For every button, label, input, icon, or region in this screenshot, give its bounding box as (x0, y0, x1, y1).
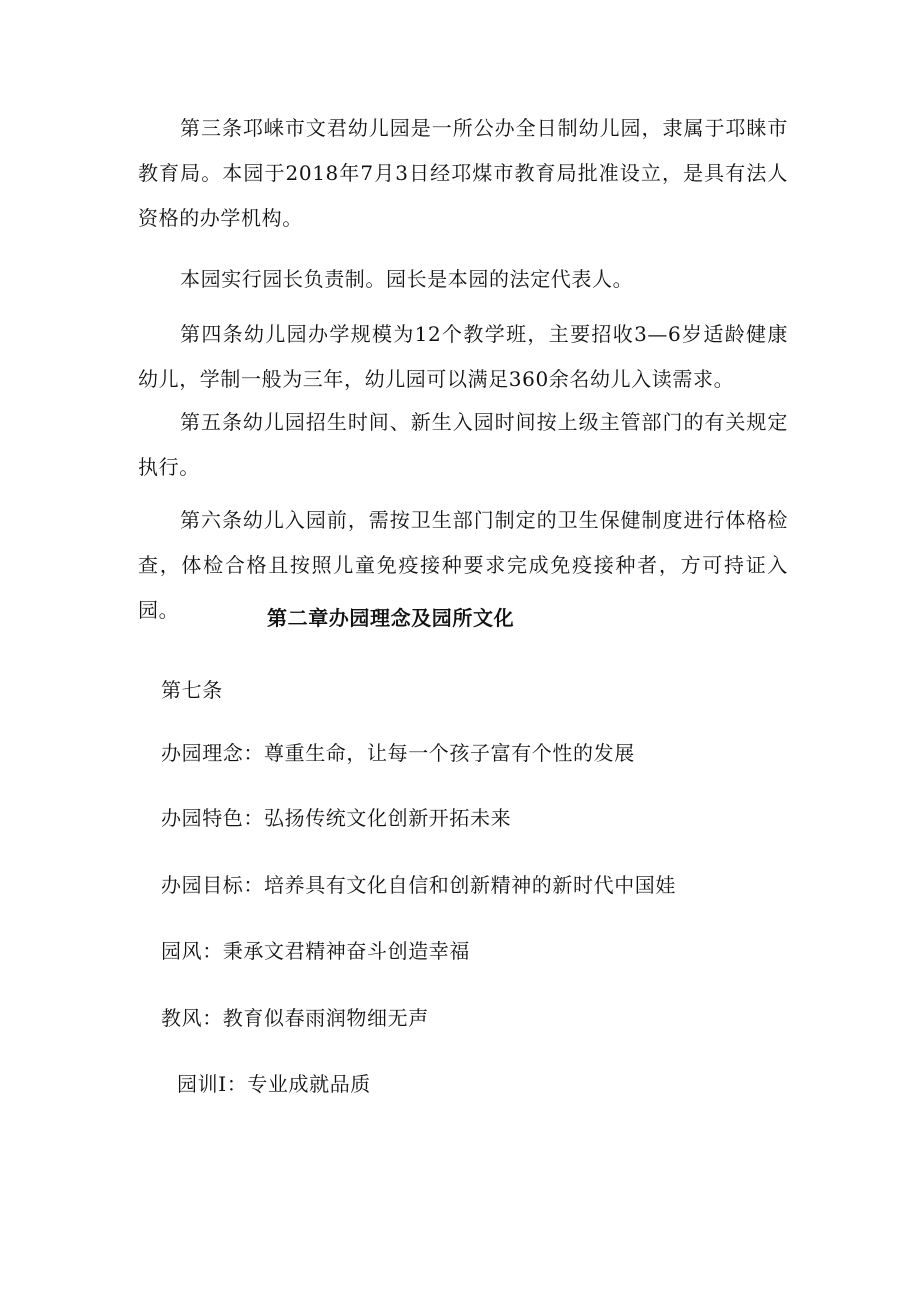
principal-responsibility-paragraph: 本园实行园长负责制。园长是本园的法定代表人。 (180, 267, 634, 291)
article-6-paragraph: 第六条幼儿入园前，需按卫生部门制定的卫生保健制度进行体格检查，体检合格且按照儿童免疫接种要求完成免疫接种者，方可持证入园。 (138, 508, 788, 622)
article-5-paragraph: 第五条幼儿园招生时间、新生入园时间按上级主管部门的有关规定执行。 (138, 410, 788, 479)
feature-item: 办园特色：弘扬传统文化创新开拓未来 (161, 806, 512, 830)
philosophy-item: 办园理念：尊重生命，让每一个孩子富有个性的发展 (161, 741, 635, 765)
article-4-paragraph: 第四条幼儿园办学规模为12个教学班，主要招收3—6岁适龄健康幼儿，学制一般为三年，幼儿园可以满足360余名幼儿入读需求。 (138, 322, 788, 391)
goal-item: 办园目标：培养具有文化自信和创新精神的新时代中国娃 (161, 873, 676, 897)
teaching-ethos-item: 教风：教育似春雨润物细无声 (161, 1006, 429, 1030)
chapter-2-heading: 第二章办园理念及园所文化 (267, 606, 515, 630)
school-ethos-item: 园风：秉承文君精神奋斗创造幸福 (161, 939, 470, 963)
article-3-paragraph: 第三条邛崃市文君幼儿园是一所公办全日制幼儿园，隶属于邛睐市教育局。本园于2018年7月3日经邛煤市教育局批准设立，是具有法人资格的办学机构。 (138, 116, 788, 230)
school-motto-item: 园训I：专业成就品质 (177, 1072, 371, 1096)
article-7-label: 第七条 (161, 678, 223, 702)
